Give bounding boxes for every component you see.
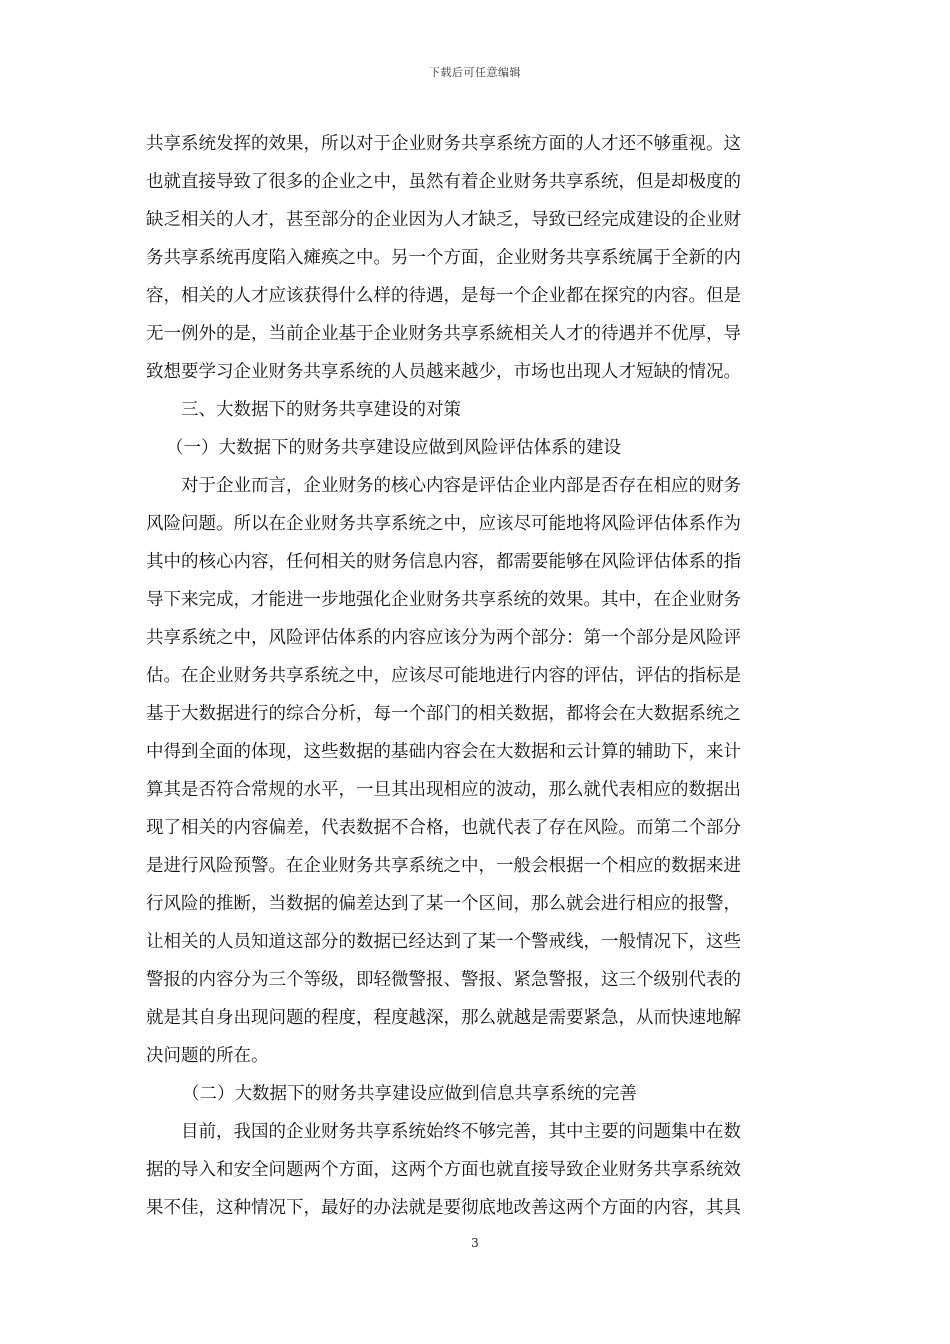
text-line: 据的导入和安全问题两个方面，这两个方面也就直接导致企业财务共享系统效 bbox=[146, 1160, 741, 1180]
text-line: 风险问题。所以在企业财务共享系统之中，应该尽可能地将风险评估体系作为 bbox=[146, 514, 741, 534]
text-line: 估。在企业财务共享系统之中，应该尽可能地进行内容的评估，评估的指标是 bbox=[146, 666, 741, 686]
text-line: 共享系统发挥的效果，所以对于企业财务共享系统方面的人才还不够重视。这 bbox=[146, 134, 741, 154]
body-text bbox=[146, 125, 806, 1227]
text-line: 容，相关的人才应该获得什么样的待遇，是每一个企业都在探究的内容。但是 bbox=[146, 286, 741, 306]
text-line: 缺乏相关的人才，甚至部分的企业因为人才缺乏，导致已经完成建设的企业财 bbox=[146, 210, 741, 230]
page-number: 3 bbox=[471, 1236, 479, 1250]
text-line: 现了相关的内容偏差，代表数据不合格，也就代表了存在风险。而第二个部分 bbox=[146, 818, 741, 838]
text-line: 导下来完成，才能进一步地强化企业财务共享系统的效果。其中，在企业财务 bbox=[146, 590, 741, 610]
text-line: 行风险的推断，当数据的偏差达到了某一个区间，那么就会进行相应的报警， bbox=[146, 894, 741, 914]
text-line: 果不佳，这种情况下，最好的办法就是要彻底地改善这两个方面的内容，其具 bbox=[146, 1198, 741, 1218]
subsection-heading: （二）大数据下的财务共享建设应做到信息共享系统的完善 bbox=[182, 1084, 637, 1104]
text-line: 基于大数据进行的综合分析，每一个部门的相关数据，都将会在大数据系统之 bbox=[146, 704, 741, 724]
header-note: 下载后可任意编辑 bbox=[429, 66, 521, 79]
text-line: 就是其自身出现问题的程度，程度越深，那么就越是需要紧急，从而快速地解 bbox=[146, 1008, 741, 1028]
text-line: 中得到全面的体现，这些数据的基础内容会在大数据和云计算的辅助下，来计 bbox=[146, 742, 741, 762]
text-line: 决问题的所在。 bbox=[146, 1046, 269, 1066]
text-line: 致想要学习企业财务共享系统的人员越来越少，市场也出现人才短缺的情况。 bbox=[146, 362, 741, 382]
text-line: 务共享系统再度陷入瘫痪之中。另一个方面，企业财务共享系统属于全新的内 bbox=[146, 248, 741, 268]
text-line: 警报的内容分为三个等级，即轻微警报、警报、紧急警报，这三个级别代表的 bbox=[146, 970, 741, 990]
text-line: 目前，我国的企业财务共享系统始终不够完善，其中主要的问题集中在数 bbox=[181, 1122, 741, 1142]
text-line: 让相关的人员知道这部分的数据已经达到了某一个警戒线，一般情况下，这些 bbox=[146, 932, 741, 952]
text-line: 对于企业而言，企业财务的核心内容是评估企业内部是否存在相应的财务 bbox=[181, 476, 741, 496]
text-line: 无一例外的是，当前企业基于企业财务共享系統相关人才的待遇并不优厚，导 bbox=[146, 324, 741, 344]
section-heading: 三、大数据下的财务共享建设的对策 bbox=[181, 400, 461, 420]
text-line: 是进行风险预警。在企业财务共享系统之中，一般会根据一个相应的数据来进 bbox=[146, 856, 741, 876]
subsection-heading: （一）大数据下的财务共享建设应做到风险评估体系的建设 bbox=[166, 438, 621, 458]
text-line: 其中的核心内容，任何相关的财务信息内容，都需要能够在风险评估体系的指 bbox=[146, 552, 741, 572]
text-line: 共享系统之中，风险评估体系的内容应该分为两个部分：第一个部分是风险评 bbox=[146, 628, 741, 648]
text-line: 算其是否符合常规的水平，一旦其出现相应的波动，那么就代表相应的数据出 bbox=[146, 780, 741, 800]
text-line: 也就直接导致了很多的企业之中，虽然有着企业财务共享系统，但是却极度的 bbox=[146, 172, 741, 192]
